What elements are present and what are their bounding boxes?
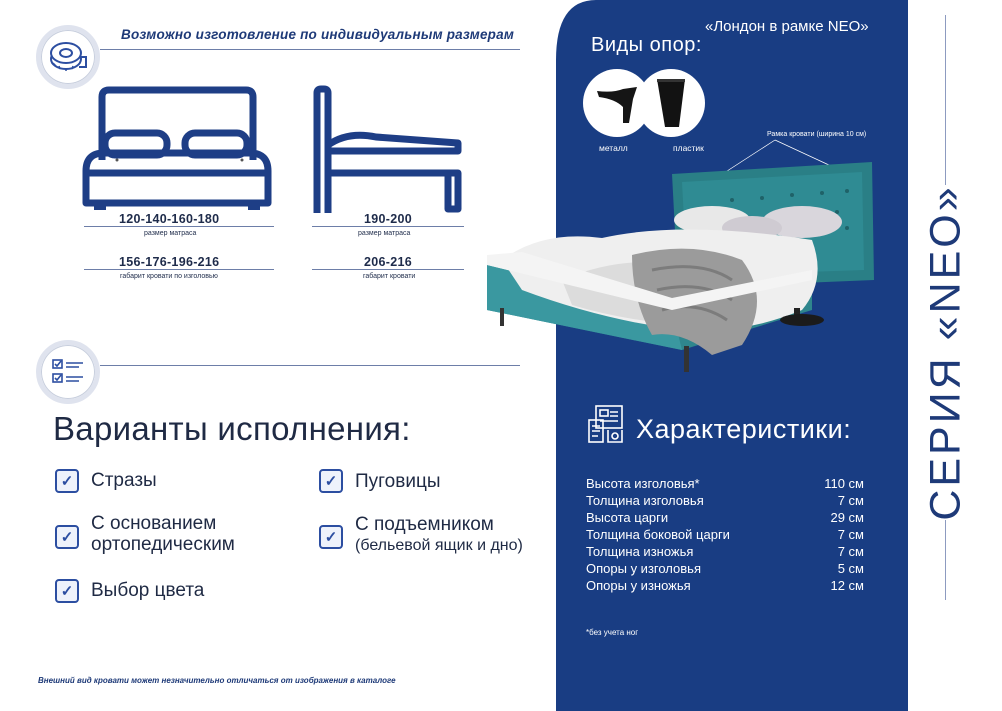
specs-table [586, 475, 864, 594]
spec-row [586, 526, 864, 543]
dimension-line [84, 269, 274, 270]
bed-side-drawing [308, 85, 468, 215]
mattress-width-values: 120-140-160-180 [119, 212, 220, 226]
checkbox-icon: ✓ [55, 469, 79, 493]
spec-row [586, 560, 864, 577]
frame-note: Рамка кровати (ширина 10 см) [767, 131, 867, 138]
checklist-icon [36, 340, 100, 404]
model-name: «Лондон в рамке NEO» [705, 18, 869, 35]
custom-size-tagline: Возможно изготовление по индивидуальным размерам [121, 27, 515, 42]
spec-row [586, 492, 864, 509]
specs-footnote: *без учета ног [586, 628, 639, 637]
series-label-wrap [900, 184, 992, 521]
mattress-length-caption: размер матраса [358, 230, 411, 237]
spec-name: Толщина изголовья [586, 493, 704, 508]
spec-name: Опоры у изголовья [586, 561, 701, 576]
bed-photo [482, 160, 882, 375]
characteristics-heading: Характеристики: [636, 414, 852, 444]
option-rhinestones: Стразы [91, 470, 157, 491]
variants-heading: Варианты исполнения: [53, 410, 411, 447]
option-orthopedic-line2: ортопедическим [91, 534, 235, 555]
spec-name: Опоры у изножья [586, 578, 691, 593]
spec-value: 29 см [830, 510, 864, 525]
mattress-width-caption: размер матраса [144, 230, 197, 237]
spec-name: Толщина боковой царги [586, 527, 730, 542]
series-divider-bottom [945, 520, 946, 600]
overall-width-values: 156-176-196-216 [119, 255, 220, 269]
option-orthopedic-line1: С основанием [91, 513, 217, 534]
spec-row [586, 475, 864, 492]
spec-name: Высота изголовья* [586, 476, 700, 491]
spec-value: 110 см [824, 476, 864, 491]
plastic-leg-image [637, 69, 705, 137]
specs-document-icon [586, 404, 626, 446]
series-label: СЕРИЯ «NEO» [921, 184, 970, 521]
mattress-length-values: 190-200 [364, 212, 412, 226]
spec-row [586, 577, 864, 594]
option-lift-line2: (бельевой ящик и дно) [355, 537, 523, 554]
support-type-plastic: пластик [673, 143, 704, 153]
dimension-line [312, 269, 464, 270]
dimension-line [312, 226, 464, 227]
spec-value: 7 см [837, 544, 864, 559]
checkbox-icon: ✓ [319, 469, 343, 493]
tape-measure-icon [36, 25, 100, 89]
divider [100, 365, 520, 366]
checkbox-icon: ✓ [55, 525, 79, 549]
overall-length-caption: габарит кровати [363, 273, 416, 280]
support-type-metal: металл [599, 143, 628, 153]
option-lift-line1: С подъемником [355, 514, 494, 535]
spec-value: 7 см [837, 493, 864, 508]
overall-length-values: 206-216 [364, 255, 412, 269]
spec-row [586, 543, 864, 560]
spec-row [586, 509, 864, 526]
spec-value: 12 см [830, 578, 864, 593]
disclaimer: Внешний вид кровати может незначительно отличаться от изображения в каталоге [38, 676, 396, 685]
option-buttons: Пуговицы [355, 471, 441, 492]
checkbox-icon: ✓ [319, 525, 343, 549]
divider [100, 49, 520, 50]
spec-value: 5 см [837, 561, 864, 576]
spec-name: Толщина изножья [586, 544, 694, 559]
option-color-choice: Выбор цвета [91, 580, 205, 601]
spec-name: Высота царги [586, 510, 669, 525]
overall-width-caption: габарит кровати по изголовью [120, 273, 218, 280]
spec-value: 7 см [837, 527, 864, 542]
checkbox-icon: ✓ [55, 579, 79, 603]
series-divider-top [945, 15, 946, 185]
dimension-line [84, 226, 274, 227]
supports-heading: Виды опор: [591, 34, 702, 56]
bed-front-drawing [80, 85, 275, 215]
